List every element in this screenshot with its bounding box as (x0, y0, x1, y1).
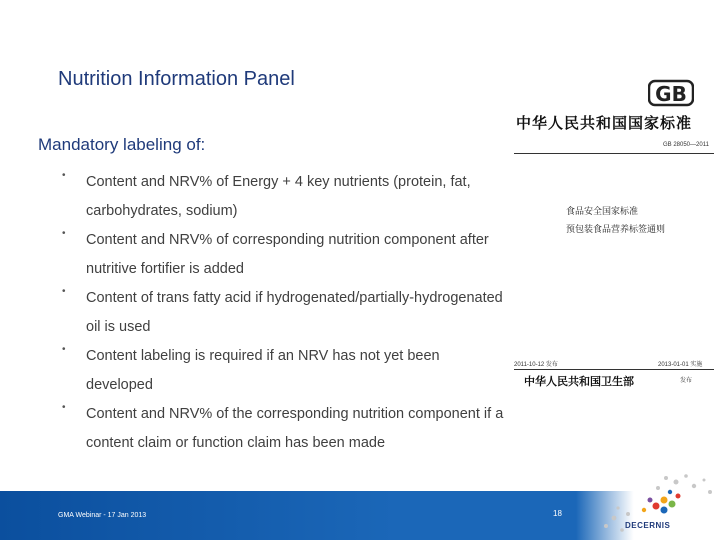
bullet-list (62, 168, 507, 458)
bullet-dot-icon: • (62, 402, 66, 413)
page-number: 18 (553, 509, 562, 518)
bullet-text: Content and NRV% of Energy + 4 key nutrients (protein, fat, carbohydrates, sodium) (86, 174, 471, 219)
doc-standard-title: 食品安全国家标准 (566, 207, 639, 217)
doc-issue-word: 发布 (680, 378, 693, 384)
doc-standard-subtitle: 预包装食品营养标签通则 (566, 225, 666, 235)
bullet-item (62, 226, 507, 284)
slide-subtitle: Mandatory labeling of: (38, 135, 206, 154)
bullet-dot-icon: • (62, 344, 66, 355)
doc-code: GB 28050—2011 (663, 142, 709, 148)
bullet-dot-icon: • (62, 228, 66, 239)
doc-header: 中华人民共和国国家标准 (516, 114, 693, 132)
bullet-item (62, 342, 507, 400)
doc-issuer: 中华人民共和国卫生部 (524, 375, 634, 388)
logo-text: DECERNIS (625, 521, 671, 530)
bullet-item (62, 400, 507, 458)
standard-document-image (508, 68, 720, 388)
gb-logo-text: GB (655, 82, 687, 106)
doc-issue-date: 2011-10-12 发布 (514, 362, 558, 368)
doc-rule (514, 153, 714, 154)
bullet-text: Content labeling is required if an NRV has not yet been developed (86, 348, 440, 393)
doc-rule (514, 369, 714, 370)
bullet-dot-icon: • (62, 170, 66, 181)
bullet-text: Content and NRV% of the corresponding nutrition component if a content claim or function claim has been made (86, 406, 504, 451)
gb-logo-icon (648, 78, 694, 108)
footer-text: GMA Webinar - 17 Jan 2013 (58, 512, 147, 519)
bullet-text: Content and NRV% of corresponding nutrition component after nutritive fortifier is added (86, 232, 489, 277)
bullet-dot-icon: • (62, 286, 66, 297)
doc-effective-date: 2013-01-01 实施 (658, 362, 703, 368)
bullet-text: Content of trans fatty acid if hydrogenated/partially-hydrogenated oil is used (86, 290, 503, 335)
slide-title: Nutrition Information Panel (58, 68, 295, 90)
bullet-item (62, 284, 507, 342)
bullet-item (62, 168, 507, 226)
